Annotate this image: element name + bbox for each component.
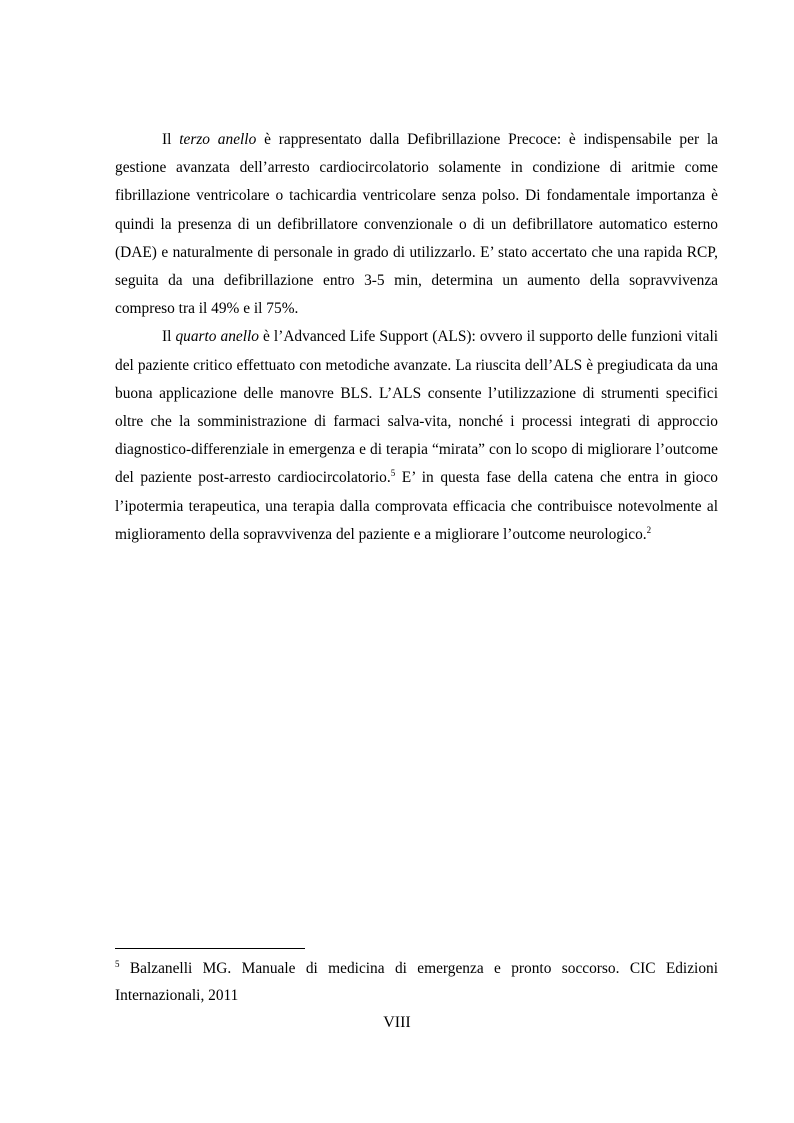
page-body bbox=[115, 126, 718, 549]
emphasis-terzo-anello: terzo anello bbox=[179, 131, 257, 148]
footnote-separator bbox=[115, 948, 305, 949]
citation-reference[interactable]: 2 bbox=[646, 524, 652, 535]
footnote-marker: 5 bbox=[115, 959, 120, 969]
footnote bbox=[115, 955, 718, 1009]
paragraph-text-continued: E’ in questa fase della catena che entra in gioco l’ipotermia terapeutica, una terapia dalla comprovata efficacia che contribuisce notevolmente al miglioramento della sopravvivenza del paziente e a migliorare l’outcome neurologico. bbox=[115, 469, 718, 543]
page-number: VIII bbox=[383, 1014, 411, 1031]
footnote-reference[interactable]: 5 bbox=[390, 468, 396, 479]
paragraph-quarto-anello bbox=[115, 323, 718, 549]
emphasis-quarto-anello: quarto anello bbox=[175, 328, 260, 346]
paragraph-text: è rappresentato dalla Defibrillazione Precoce: è indispensabile per la gestione avanzata dell’arresto cardiocircolatorio solamente in condizione di aritmie come fibrillazione ventricolare o tachicardia ventricolare senza polso. Di fondamentale importanza è quindi la presenza di un defibrillatore convenzionale o di un defibrillatore automatico esterno (DAE) e naturalmente di personale in grado di utilizzarlo. E’ stato accertato che una rapida RCP, seguita da una defibrillazione entro 3-5 min, determina un aumento della sopravvivenza compreso tra il 49% e il 75%. bbox=[115, 131, 718, 318]
footnote-text: Balzanelli MG. Manuale di medicina di emergenza e pronto soccorso. CIC Edizioni Internazionali, 2011 bbox=[115, 960, 718, 1004]
paragraph-lead: Il bbox=[162, 328, 176, 346]
paragraph-text: è l’Advanced Life Support (ALS): ovvero il supporto delle funzioni vitali del paziente critico effettuato con metodiche avanzate. La riuscita dell’ALS è pregiudicata da una buona applicazione delle manovre BLS. L’ALS consente l’utilizzazione di strumenti specifici oltre che la somministrazione di farmaci salva-vita, nonché i processi integrati di approccio diagnostico-differenziale in emergenza e di terapia “mirata” con lo scopo di migliorare l’outcome del paziente post-arresto cardiocircolatorio. bbox=[115, 328, 719, 487]
paragraph-lead: Il bbox=[162, 131, 180, 148]
paragraph-terzo-anello bbox=[115, 126, 718, 323]
